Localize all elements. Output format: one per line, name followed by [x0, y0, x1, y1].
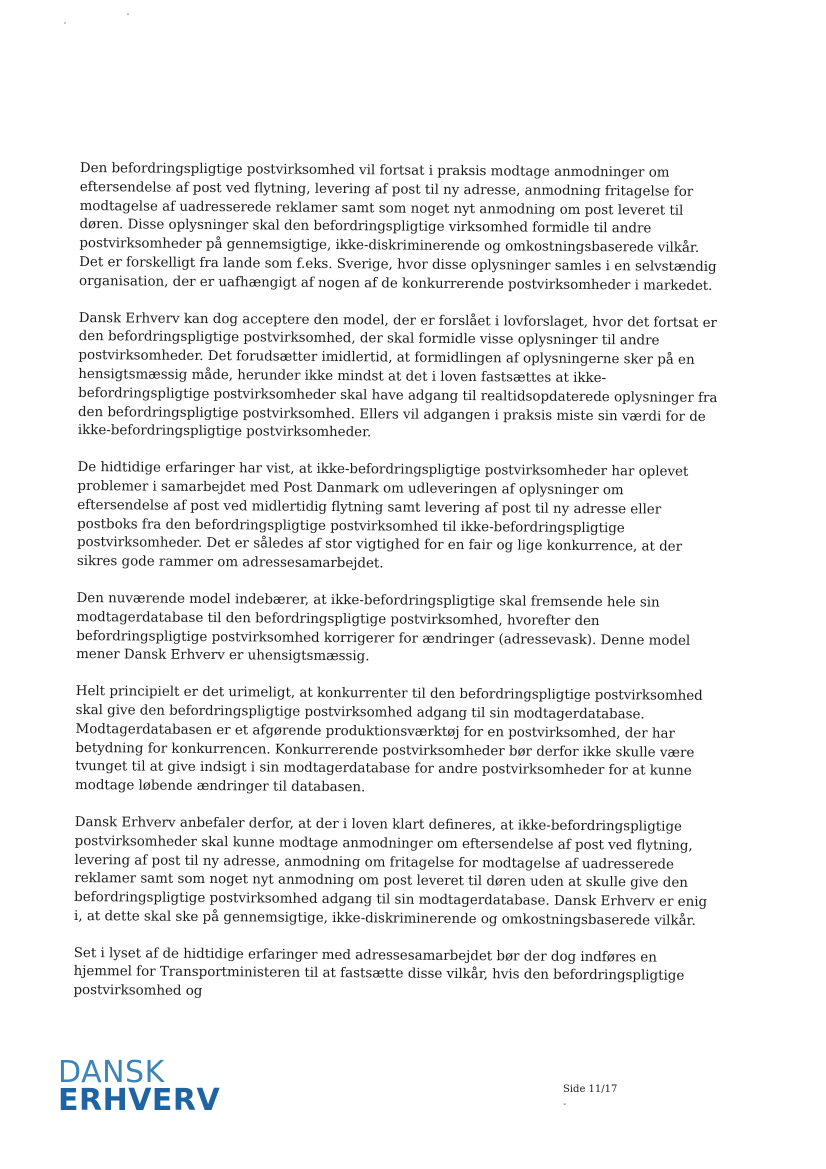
- page-dash: -: [563, 1099, 567, 1110]
- paragraph: Set i lyset af de hidtidige erfaringer med adressesamarbejdet bør der dog indføres en hjemmel for Transportministeren til at fastsætte disse vilkår, hvis den befordringspligtige postvirksomhed og: [73, 945, 685, 1000]
- scan-speck: [64, 22, 66, 24]
- body-text: [73, 160, 720, 1024]
- paragraph: Helt principielt er det urimeligt, at konkurrenter til den befordringspligtige postvirksomhed skal give den befordringspligtige postvirksomhed adgang til sin modtagerdatabase. Modtagerdatabasen er et afgørende produktionsværktøj for en postvirksomhed, der har betydning for konkurrencen. Konkurrerende postvirksomheder bør derfor ikke skulle være tvunget til at give indsigt i sin modtagerdatabase for andre postvirksomheder for at kunne modtage løbende ændringer til databasen.: [75, 684, 703, 796]
- logo-line-erhverv: ERHVERV: [58, 1083, 221, 1118]
- dansk-erhverv-logo: [58, 1055, 221, 1118]
- paragraph: Dansk Erhverv anbefaler derfor, at der i loven klart defineres, at ikke-befordringspligtige postvirksomheder skal kunne modtage anmodninger om eftersendelse af post ved flytning, levering af post til ny adresse, anmodning om fritagelse for modtagelse af uadresserede reklamer samt som noget nyt anmodning om post leveret til døren uden at skulle give den befordringspligtige postvirksomhed adgang til sin modtagerdatabase. Dansk Erhverv er enig i, at dette skal ske på gennemsigtige, ikke-diskriminerende og omkostningsbaserede vilkår.: [74, 814, 708, 929]
- paragraph: De hidtidige erfaringer har vist, at ikke-befordringspligtige postvirksomheder har oplevet problemer i samarbejdet med Post Danmark om udleveringen af oplysninger om eftersendelse af post ved midlertidig flytning samt levering af post til ny adresse eller postboks fra den befordringspligtige postvirksomhed til ikke-befordringspligtige postvirksomheder. Det er således af stor vigtighed for en fair og lige konkurrence, at der sikres gode rammer om adressesamarbejdet.: [76, 460, 689, 572]
- paragraph: Den nuværende model indebærer, at ikke-befordringspligtige skal fremsende hele sin modtagerdatabase til den befordringspligtige postvirksomhed, hvorefter den befordringspligtige postvirksomhed korrigerer for ændringer (adressevask). Denne model mener Dansk Erhverv er uhensigtsmæssig.: [76, 590, 691, 665]
- logo-line-dansk: DANSK: [58, 1055, 165, 1090]
- paragraph: Den befordringspligtige postvirksomhed vil fortsat i praksis modtage anmodninger om eftersendelse af post ved flytning, levering af post til ny adresse, anmodning fritagelse for modtagelse af uadresserede reklamer samt som noget nyt anmodning om post leveret til døren. Disse oplysninger skal den befordringspligtige virksomhed formidle til andre postvirksomheder på gennemsigtige, ikke-diskriminerende og omkostningsbaserede vilkår. Det er forskelligt fra lande som f.eks. Sverige, hvor disse oplysninger samles i en selvstændig organisation, der er uafhængigt af nogen af de konkurrerende postvirksomheder i markedet.: [78, 160, 717, 294]
- scan-speck: [127, 13, 129, 15]
- paragraph: Dansk Erhverv kan dog acceptere den model, der er forslået i lovforslaget, hvor det fortsat er den befordringspligtige postvirksomhed, der skal formidle visse oplysninger til andre postvirksomheder. Det forudsætter imidlertid, at formidlingen af oplysningerne sker på en hensigtsmæssig måde, herunder ikke mindst at det i loven fastsættes at ikke-befordringspligtige postvirksomheder skal have adgang til realtidsopdaterede oplysninger fra den befordringspligtige postvirksomhed. Ellers vil adgangen i praksis miste sin værdi for de ikke-befordringspligtige postvirksomheder.: [77, 310, 718, 441]
- page-number: Side 11/17: [563, 1084, 618, 1095]
